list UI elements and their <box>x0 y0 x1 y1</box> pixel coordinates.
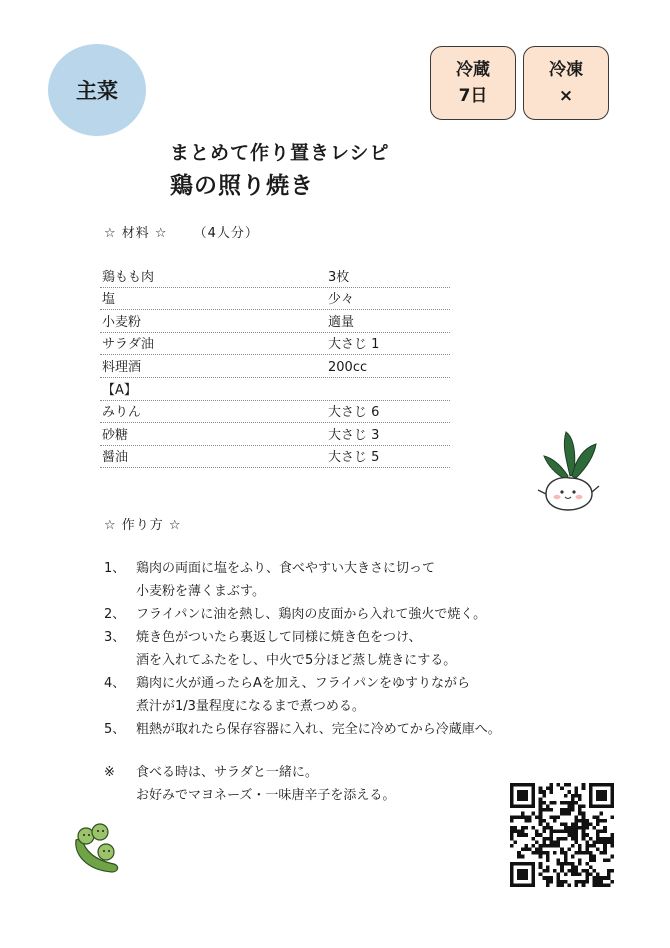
note-text: 食べる時は、サラダと一緒に。 お好みでマヨネーズ・一味唐辛子を添える。 <box>136 765 396 803</box>
ingredient-qty: 大さじ 1 <box>328 337 380 353</box>
ingredients-heading <box>104 222 259 241</box>
ingredient-qty: 大さじ 5 <box>328 450 380 466</box>
ingredient-name: 砂糖 <box>102 427 129 443</box>
ingredient-row <box>100 355 450 378</box>
category-badge <box>48 44 146 136</box>
ingredient-name: 塩 <box>102 292 116 308</box>
fridge-label: 冷蔵 <box>456 60 490 80</box>
method-step <box>104 672 564 718</box>
ingredient-name: 【A】 <box>102 382 137 398</box>
recipe-title: 鶏の照り焼き <box>170 173 314 199</box>
method-step <box>104 718 564 741</box>
ingredient-qty: 大さじ 6 <box>328 405 380 421</box>
ingredient-qty: 大さじ 3 <box>328 427 380 443</box>
ingredient-qty: 3枚 <box>328 269 350 285</box>
step-text: 鶏肉に火が通ったらAを加え、フライパンをゆすりながら 煮汁が1/3量程度になるまで煮つめる。 <box>136 676 471 714</box>
method-steps <box>104 557 564 741</box>
ingredients-table <box>100 265 450 468</box>
step-text: フライパンに油を熱し、鶏肉の皮面から入れて強火で焼く。 <box>136 607 487 622</box>
qr-code[interactable] <box>510 783 614 887</box>
freezer-value: × <box>558 86 574 106</box>
fridge-storage-box <box>430 46 516 120</box>
freezer-storage-box <box>523 46 609 120</box>
ingredient-name: サラダ油 <box>102 337 154 353</box>
ingredient-row <box>100 401 450 424</box>
step-number: 5、 <box>104 722 126 737</box>
ingredient-row <box>100 265 450 288</box>
method-heading: ☆ 作り方 ☆ <box>104 518 182 533</box>
category-label: 主菜 <box>76 79 118 103</box>
step-number: 2、 <box>104 607 126 622</box>
ingredient-qty: 適量 <box>328 314 355 330</box>
ingredient-row <box>100 446 450 469</box>
ingredient-row <box>100 423 450 446</box>
step-text: 焼き色がついたら裏返して同様に焼き色をつけ、 酒を入れてふたをし、中火で5分ほど蒸し焼きにする。 <box>136 630 457 668</box>
ingredient-name: 小麦粉 <box>102 314 142 330</box>
step-number: 1、 <box>104 561 126 576</box>
note-mark: ※ <box>104 765 115 780</box>
step-text: 粗熱が取れたら保存容器に入れ、完全に冷めてから冷蔵庫へ。 <box>136 722 501 737</box>
servings: （4人分） <box>193 226 259 241</box>
step-text: 鶏肉の両面に塩をふり、食べやすい大きさに切って 小麦粉を薄くまぶす。 <box>136 561 436 599</box>
fridge-value: 7日 <box>458 86 488 106</box>
pea-pod-illustration <box>72 820 124 874</box>
ingredient-name: 料理酒 <box>102 359 142 375</box>
ingredient-row <box>100 288 450 311</box>
ingredient-name: 鶏もも肉 <box>102 269 155 285</box>
step-number: 3、 <box>104 630 126 645</box>
recipe-subtitle: まとめて作り置きレシピ <box>170 142 390 164</box>
ingredient-row <box>100 333 450 356</box>
method-step <box>104 603 564 626</box>
turnip-illustration <box>536 428 602 514</box>
ingredient-qty: 少々 <box>328 292 355 308</box>
ingredient-row <box>100 310 450 333</box>
ingredient-name: 醤油 <box>102 450 129 466</box>
freezer-label: 冷凍 <box>549 60 583 80</box>
ingredient-qty: 200cc <box>328 359 368 375</box>
method-step <box>104 557 564 603</box>
ingredient-row <box>100 378 450 401</box>
method-step <box>104 626 564 672</box>
serving-note <box>104 761 395 807</box>
ingredients-heading-label: ☆ 材料 ☆ <box>104 226 168 241</box>
step-number: 4、 <box>104 676 126 691</box>
ingredient-name: みりん <box>102 405 142 421</box>
